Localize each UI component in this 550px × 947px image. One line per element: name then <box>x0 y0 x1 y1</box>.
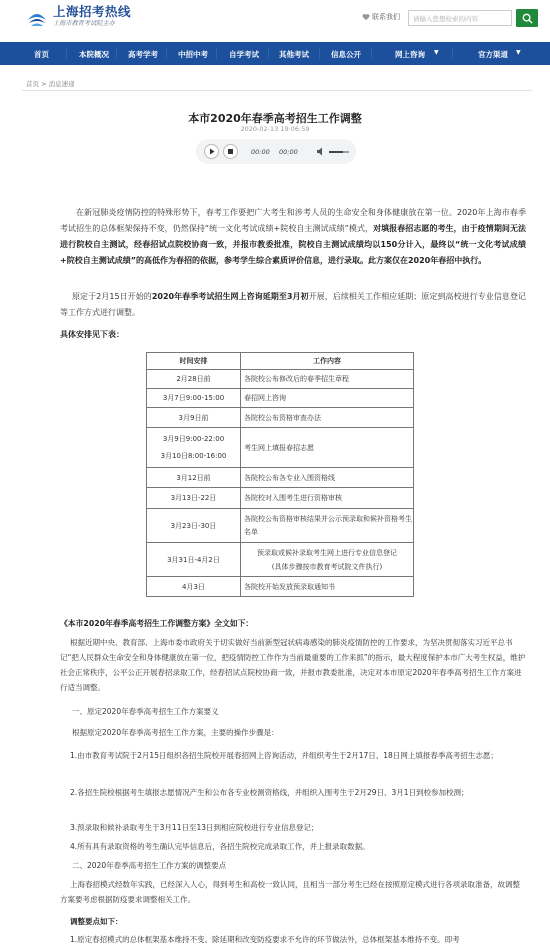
table-cell-content <box>241 543 414 577</box>
list-item: 2.各招生院校根据考生填报志愿情况产生和公布各专业校测资格线，并组织入围考生于2月29日、3月1日到校参加校测； <box>70 788 469 797</box>
table-cell-content: 各院校公布各专业入围资格线 <box>241 468 414 488</box>
table-cell-content: 各院校公布资格审查办法 <box>241 408 414 428</box>
logo-icon <box>26 6 48 28</box>
table-cell-content: 各院校公布资格审核结果并公示预录取和候补资格考生名单 <box>241 509 414 543</box>
table-row <box>147 408 414 428</box>
table-row <box>147 543 414 577</box>
list-item: 3.预录取和候补录取考生于3月11日至13日到相应院校进行专业信息登记； <box>70 823 319 832</box>
table-row <box>147 488 414 509</box>
search-button[interactable] <box>516 9 538 27</box>
table-header: 时间安排 <box>147 353 241 370</box>
nav-divider <box>371 48 372 59</box>
table-cell-content: 考生网上填报春招志愿 <box>241 428 414 468</box>
nav-consult[interactable]: 网上咨询 <box>395 50 425 59</box>
nav-zhongkao[interactable]: 中招中考 <box>178 50 208 59</box>
table-cell-content: 各院校开始发放预录取通知书 <box>241 577 414 597</box>
table-cell-content: 各院校对入围考生进行资格审核 <box>241 488 414 509</box>
nav-divider <box>452 48 453 59</box>
table-cell-time: 2月28日前 <box>147 370 241 389</box>
table-row <box>147 389 414 408</box>
table-cell-content: 各院校公布修改后的春季招生章程 <box>241 370 414 389</box>
table-cell-time: 3月9日前 <box>147 408 241 428</box>
paragraph-5: 上海春招模式经数年实践，已经深入人心，得到考生和高校一致认同，且相当一部分考生已经在按照原定模式进行各项录取准备，故调整方案要考虑根据防疫要求调整相关工作。 <box>60 880 520 904</box>
list-item: 4.所有具有录取资格的考生确认完毕信息后，各招生院校完成录取工作，并上报录取数据。 <box>70 842 370 851</box>
section-heading-fulltext: 《本市2020年春季高考招生工作调整方案》全文如下： <box>60 619 254 628</box>
duration: 00:00 <box>279 148 298 156</box>
table-cell-time-line: 3月10日8:00-16:00 <box>160 451 227 460</box>
current-time: 00:00 <box>251 148 270 156</box>
table-cell-content-line: 预录取或候补录取考生网上进行专业信息登记 <box>257 548 397 557</box>
paragraph-3: 根据近期中央、教育部、上海市委市政府关于切实做好当前新型冠状病毒感染的肺炎疫情防控的工作要求，为坚决贯彻落实习近平总书记“把人民群众生命安全和身体健康放在第一位，把疫情防控工作作为当前最重要的工作来抓”的指示，最大程度保护本市广大考生权益，维护社会正常秩序，公平公正开展春招录取工作，经春招试点院校协商一致，并报市教委批准，决定对本市原定2020年春季高考招生工作方案进行适当调整。 <box>60 638 526 692</box>
stop-button[interactable] <box>223 144 238 159</box>
table-row <box>147 468 414 488</box>
paragraph-2-emphasis: 2020年春季考试招生网上咨询延期至3月初 <box>151 292 309 301</box>
site-header <box>0 0 550 38</box>
paragraph-2 <box>60 289 526 321</box>
contact-label: 联系我们 <box>372 13 400 21</box>
table-cell-time: 4月3日 <box>147 577 241 597</box>
nav-official[interactable]: 官方渠道 <box>478 50 508 59</box>
table-row <box>147 577 414 597</box>
table-cell-time: 3月31日-4月2日 <box>147 543 241 577</box>
table-header: 工作内容 <box>241 353 414 370</box>
nav-divider <box>166 48 167 59</box>
table-cell-time <box>147 428 241 468</box>
section-heading-2: 二、2020年春季高考招生工作方案的调整要点 <box>72 861 227 870</box>
nav-divider <box>66 48 67 59</box>
play-icon <box>205 145 218 158</box>
search-input[interactable]: 请输入您想检索的内容 <box>408 10 512 26</box>
nav-other-exams[interactable]: 其他考试 <box>279 50 309 59</box>
list-item: 1.原定春招模式的总体框架基本维持不变。除延期和改变防疫要求不允许的环节做法外，总体框架基本维持不变。即考 <box>70 935 460 944</box>
paragraph-2-text-a: 原定于2月15日开始的 <box>72 292 152 301</box>
audio-player <box>196 139 356 164</box>
table-row <box>147 428 414 468</box>
nav-about[interactable]: 本院概况 <box>79 50 109 59</box>
table-row <box>147 370 414 389</box>
chevron-down-icon: ▼ <box>516 49 521 56</box>
chevron-down-icon: ▼ <box>434 49 439 56</box>
adjustment-label: 调整要点如下： <box>70 917 123 926</box>
section-heading-1: 一、原定2020年春季高考招生工作方案要义 <box>72 707 219 716</box>
table-cell-content: 春招网上咨询 <box>241 389 414 408</box>
site-logo[interactable] <box>26 5 131 28</box>
divider <box>22 90 532 91</box>
contact-link[interactable] <box>362 12 400 22</box>
stop-icon <box>224 145 237 158</box>
search-icon <box>522 13 533 24</box>
paragraph-2-text-b: 开展，后续相关工作相应延期；原定到高校进行专业信息登记等工作方式进行调整。 <box>60 292 526 317</box>
nav-divider <box>268 48 269 59</box>
table-cell-time: 3月13日-22日 <box>147 488 241 509</box>
nav-gaokao[interactable]: 高考学考 <box>128 50 158 59</box>
table-cell-time: 3月12日前 <box>147 468 241 488</box>
paragraph-1-emphasis: 对填报春招志愿的考生，由于疫情期间无法进行院校自主测试，经春招试点院校协商一致，并报市教委批准，院校自主测试成绩均以150分计入，最终以“统一文化考试成绩+院校自主测试成绩”的高低作为春招的依据，参考学生综合素质评价信息，进行录取。此方案仅在2020年春招中执行。 <box>60 224 526 265</box>
site-subtitle: 上海市教育考试院主办 <box>53 20 115 27</box>
article-title: 本市2020年春季高考招生工作调整 <box>188 112 362 125</box>
table-cell-time: 3月7日9:00-15:00 <box>147 389 241 408</box>
arrangement-label: 具体安排见下表： <box>60 330 124 339</box>
table-cell-time-line: 3月9日9:00-22:00 <box>162 434 225 443</box>
table-header-row <box>147 353 414 370</box>
paragraph-1-text: 在新冠肺炎疫情防控的特殊形势下，春考工作要把广大考生和涉考人员的生命安全和身体健康放在第一位。2020年上海市春季考试招生的总体框架保持不变，仍然保持“统一文化考试成绩+院校自主测试成绩”模式， <box>60 208 526 233</box>
paragraph-4: 根据原定2020年春季高考招生工作方案，主要的操作步骤是： <box>72 728 279 737</box>
heart-icon <box>362 13 370 21</box>
nav-divider <box>319 48 320 59</box>
list-item: 1.由市教育考试院于2月15日组织各招生院校开展春招网上咨询活动，并组织考生于2月17日、18日网上填报春季高考招生志愿； <box>70 751 498 760</box>
nav-disclosure[interactable]: 信息公开 <box>331 50 361 59</box>
paragraph-1 <box>60 205 526 269</box>
site-title: 上海招考热线 <box>53 4 132 19</box>
nav-self-study[interactable]: 自学考试 <box>229 50 259 59</box>
article-date: 2020-02-13 19:06:59 <box>240 125 310 133</box>
table-row <box>147 509 414 543</box>
breadcrumb[interactable]: 首页 > 消息速递 <box>26 80 75 88</box>
volume-icon[interactable] <box>316 147 326 156</box>
table-cell-time: 3月23日-30日 <box>147 509 241 543</box>
nav-divider <box>116 48 117 59</box>
volume-slider[interactable] <box>329 147 349 156</box>
nav-home[interactable]: 首页 <box>34 50 49 59</box>
table-cell-content-line: (具体步骤按市教育考试院文件执行) <box>271 562 383 571</box>
play-button[interactable] <box>204 144 219 159</box>
nav-divider <box>216 48 217 59</box>
main-nav <box>0 42 550 65</box>
schedule-table <box>146 352 414 597</box>
